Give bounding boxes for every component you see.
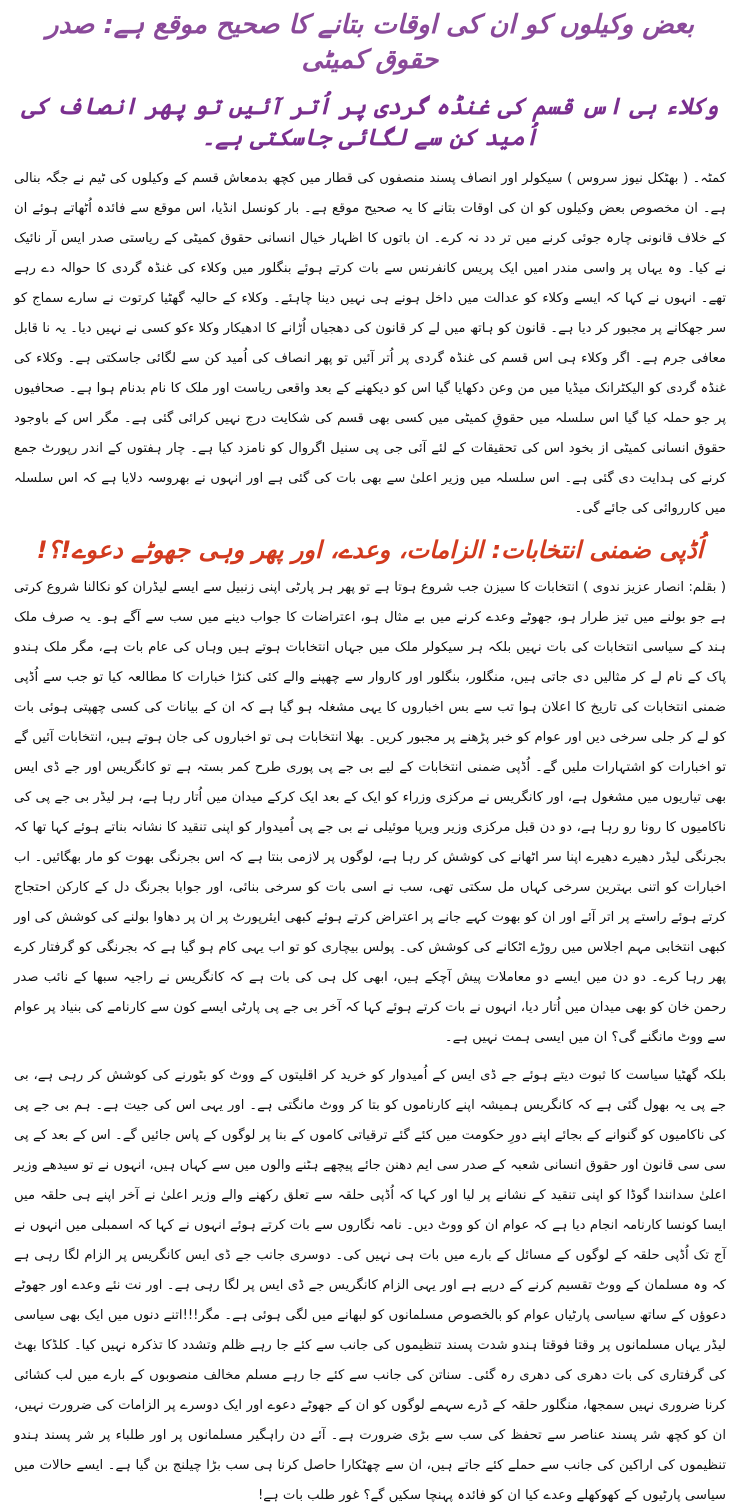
paragraph-spacer <box>14 1053 726 1061</box>
article-1-body: کمٹہ۔ ( بھٹکل نیوز سروس ) سیکولر اور انصاف پسند منصفوں کی قطار میں کچھ بدمعاش قسم کے وکیلوں کی ٹیم نے جگہ بنالی ہے۔ ان مخصوص بعض وکیلوں کو ان کی اوقات بتانے کا یہ صحیح موقع ہے۔ بار کونسل انڈیا، اس موقع سے فائدہ اُٹھاتے ہوئے ان کے خلاف قانونی چارہ جوئی کرنے میں تر دد نہ کرے۔ ان باتوں کا اظہار خیال انسانی حقوق کمیٹی کے ریاستی صدر ایس آر نائیک نے کیا۔ وہ یہاں پر واسی مندر امیں ایک پریس کانفرنس سے بات کرتے ہوئے بنگلور میں وکلاء کی غنڈہ گردی کا حوالہ دے رہے تھے۔ انہوں نے کہا کہ ایسے وکلاء کو عدالت میں داخل ہونے ہی نہیں دینا چاہئے۔ وکلاء کے حالیہ گھٹیا کرتوت نے سارے سماج کو سر جھکانے پر مجبور کر دیا ہے۔ قانون کو ہاتھ میں لے کر قانون کی دھجیاں اُڑانے کا ادھیکار وکلا ءکو کسی نے نہیں دیا۔ یہ نا قابل معافی جرم ہے۔ اگر وکلاء ہی اس قسم کی غنڈہ گردی پر اُتر آئیں تو پھر انصاف کی اُمید کن سے لگائی جاسکتی ہے۔ وکلاء کی غنڈہ گردی کو الیکٹرانک میڈیا میں من وعن دکھایا گیا اس کو دیکھنے کے بعد واقعی ریاست اور ملک کا نام بدنام ہوا ہے۔ صحافیوں پر جو حملہ کیا گیا اس سلسلہ میں حقوقِ کمیٹی میں کسی بھی قسم کی شکایت درج نہیں کرائی گئی ہے۔ مگر اس کے باوجود حقوق انسانی کمیٹی از بخود اس کی تحقیقات کے لئے آئی جی پی سنیل اگروال کو نامزد کیا ہے۔ چار ہفتوں کے اندر رپورٹ جمع کرنے کی ہدایت دی گئی ہے۔ اس سلسلہ میں وزیر اعلیٰ سے بھی بات کی گئی ہے اور انہوں نے بھروسہ دلایا ہے کہ اس سلسلہ میں کارروائی کی جائے گی۔ <box>14 171 726 517</box>
article-2-body-paragraph-2: بلکہ گھٹیا سیاست کا ثبوت دیتے ہوئے جے ڈی ایس کے اُمیدوار کو خرید کر اقلیتوں کے ووٹ کو بٹورنے کی کوشش کر رہی ہے، بی جے پی یہ بھول گئی ہے کہ کانگریس ہمیشہ اپنے کارناموں کو بتا کر ووٹ مانگتی ہے۔ اور یہی اس کی جیت ہے۔ ہم بی جے پی کی ناکامیوں کو گنوانے کے بجائے اپنے دورِ حکومت میں کئے گئے ترقیاتی کاموں کے بنا پر لوگوں کے پاس جائیں گے۔ اس کے بعد کے پی سی سی قانون اور حقوق انسانی شعبہ کے صدر سی ایم دھنن جائے پیچھے ہٹنے والوں میں سے کہاں ہیں، انہوں نے تو سیدھے وزیر اعلیٰ سدانندا گوڈا کو اپنی تنقید کے نشانے پر لیا اور کہا کہ اُڈپی حلقہ سے تعلق رکھنے والے وزیر اعلیٰ نے آخر اپنے ہی حلقہ میں ایسا کونسا کارنامہ انجام دیا ہے کہ عوام ان کو ووٹ دیں۔ نامہ نگاروں سے بات کرتے ہوئے انہوں نے کہا کہ اسمبلی میں انہوں نے آج تک اُڈپی حلقہ کے لوگوں کے مسائل کے بارے میں بات ہی نہیں کی۔ دوسری جانب جے ڈی ایس کانگریس پر الزام لگا رہی ہے کہ وہ مسلمان کے ووٹ تقسیم کرنے کے درپے ہے اور یہی الزام کانگریس جے ڈی ایس پر لگا رہی ہے۔ اور نت نئے وعدے اور جھوٹے دعوؤں کے ساتھ سیاسی پارٹیاں عوام کو بالخصوص مسلمانوں کو لبھانے میں لگی ہوئی ہے۔ مگر!!!اتنے دنوں میں ایک بھی سیاسی لیڈر یہاں مسلمانوں پر وقتا فوقتا ہندو شدت پسند تنظیموں کی جانب سے کئے جا رہے ظلم وتشدد کا تذکرہ نہیں کیا۔ کلڈکا بھٹ کی گرفتاری کی بات دھری کی دھری رہ گئی۔ سناتن کی جانب سے کئے جا رہے مسلم مخالف منصوبوں کے بارے میں لب کشائی کرنا ضروری نہیں سمجھا، منگلور حلقہ کے ڈرے سہمے لوگوں کو ان کے جھوٹے دعوے اور ایک دوسرے پر الزامات کی ضرورت نہیں، ان کو کچھ شر پسند عناصر سے تحفظ کی سب سے بڑی ضرورت ہے۔ آئے دن راہگیر مسلمانوں پر اور طلباء پر شر پسند ہندو تنظیموں کی اراکین کی جانب سے حملے کئے جاتے ہیں، ان سے چھٹکارا حاصل کرنا ہی سب بڑا چیلنج بن گیا ہے۔ ایسے حالات میں سیاسی پارٹیوں کے کھوکھلے وعدے کیا ان کو فائدہ پہنچا سکیں گے؟ غور طلب بات ہے! <box>14 1067 726 1503</box>
article-1-headline-line-2: وکلاء ہی اس قسم کی غنڈہ گردی پر اُتر آئیں تو پھر انصاف کی اُمید کن سے لگائی جاسکتی ہے۔ <box>21 94 719 152</box>
article-1-headline-line-1: بعض وکیلوں کو ان کی اوقات بتانے کا صحیح موقع ہے: صدر حقوق کمیٹی <box>46 10 694 76</box>
article-2-body-paragraph-1: ( بقلم: انصار عزیز ندوی ) انتخابات کا سیزن جب شروع ہوتا ہے تو پھر ہر پارٹی اپنی زنبیل سے ایسے لیڈران کو نکالنا شروع کرتی ہے جو بولنے میں تیز طرار ہو، جھوٹے وعدے کرنے میں بے مثال ہو، اعتراضات کا جواب دینے میں سب سے آگے ہو۔ یہ صرف ملک ہند کے سیاسی انتخابات کی بات نہیں بلکہ ہر سیکولر ملک میں جہاں انتخابات ہوتے ہیں وہاں کی عام بات ہے، مگر ملک ہندو پاک کے نام لے کر مثالیں دی جاتی ہیں، منگلور، بنگلور اور کاروار سے چھپنے والے کئی کنڑا خبارات کا مطالعہ کیا تو جب سے اُڈپی ضمنی انتخابات کی تاریخ کا اعلان ہوا تب سے بس اخباروں کا یہی مشغلہ ہو گیا ہے کہ ان کے بیانات کی کسی چھپتی ہوئی بات کو لے کر جلی سرخی دیں اور عوام کو خبر پڑھنے پر مجبور کریں۔ بھلا انتخابات ہی تو اخباروں کی جان ہوتے ہیں، انتخابات آئیں گے تو اخبارات کو اشتہارات ملیں گے۔ اُڈپی ضمنی انتخابات کے لیے بی جے پی پوری طرح کمر بستہ ہے تو کانگریس اور جے ڈی ایس بھی تیاریوں میں مشغول ہے، اور کانگریس نے مرکزی وزراء کو ایک کے بعد ایک کرکے میدان میں اُتار رہا ہے، ہر لیڈر بی جے پی کی ناکامیوں کا رونا رو رہا ہے، دو دن قبل مرکزی وزیر ویرپا موئیلی نے بی جے پی اُمیدوار کو اپنی تنقید کا نشانہ بناتے ہوئے کہا تھا کہ بجرنگی لیڈر دھیرے دھیرے اپنا سر اٹھانے کی کوشش کر رہا ہے، لوگوں پر لازمی بنتا ہے کہ اس بجرنگی بھوت کو مار بھگائیں۔ اب اخبارات کو اتنی بہترین سرخی کہاں مل سکتی تھی، سب نے اسی بات کو سرخی بنائی، اور جوابا بجرنگ دل کے کارکن احتجاج کرتے ہوئے راستے پر اتر آئے اور ان کو بھوت کہے جانے پر اعتراض کرتے ہوئے کبھی ایئرپورٹ پر ان پر دھاوا بولنے کی کوشش کی اور کبھی انتخابی مہم اجلاس میں روڑے اٹکانے کی کوشش کی۔ پولس بیچاری کو تو اب یہی کام ہو گیا ہے کہ بجرنگی کو گرفتار کرے پھر رہا کرے۔ دو دن میں ایسے دو معاملات پیش آچکے ہیں، ابھی کل ہی کی بات ہے کہ کانگریس نے راجیہ سبھا کے نائب صدر رحمن خان کو بھی میدان میں اُتار دیا، انہوں نے بات کرتے ہوئے کہا کہ آخر بی جے پی پارٹی ایسے کون سے کارنامے کی بنیاد پر عوام سے ووٹ مانگنے گی؟ ان میں ایسی ہمت نہیں ہے۔ <box>14 579 726 1045</box>
article-2-headline: اُڈپی ضمنی انتخابات: الزامات، وعدے، اور پھر وہی جھوٹے دعوے!؟! <box>36 536 704 565</box>
